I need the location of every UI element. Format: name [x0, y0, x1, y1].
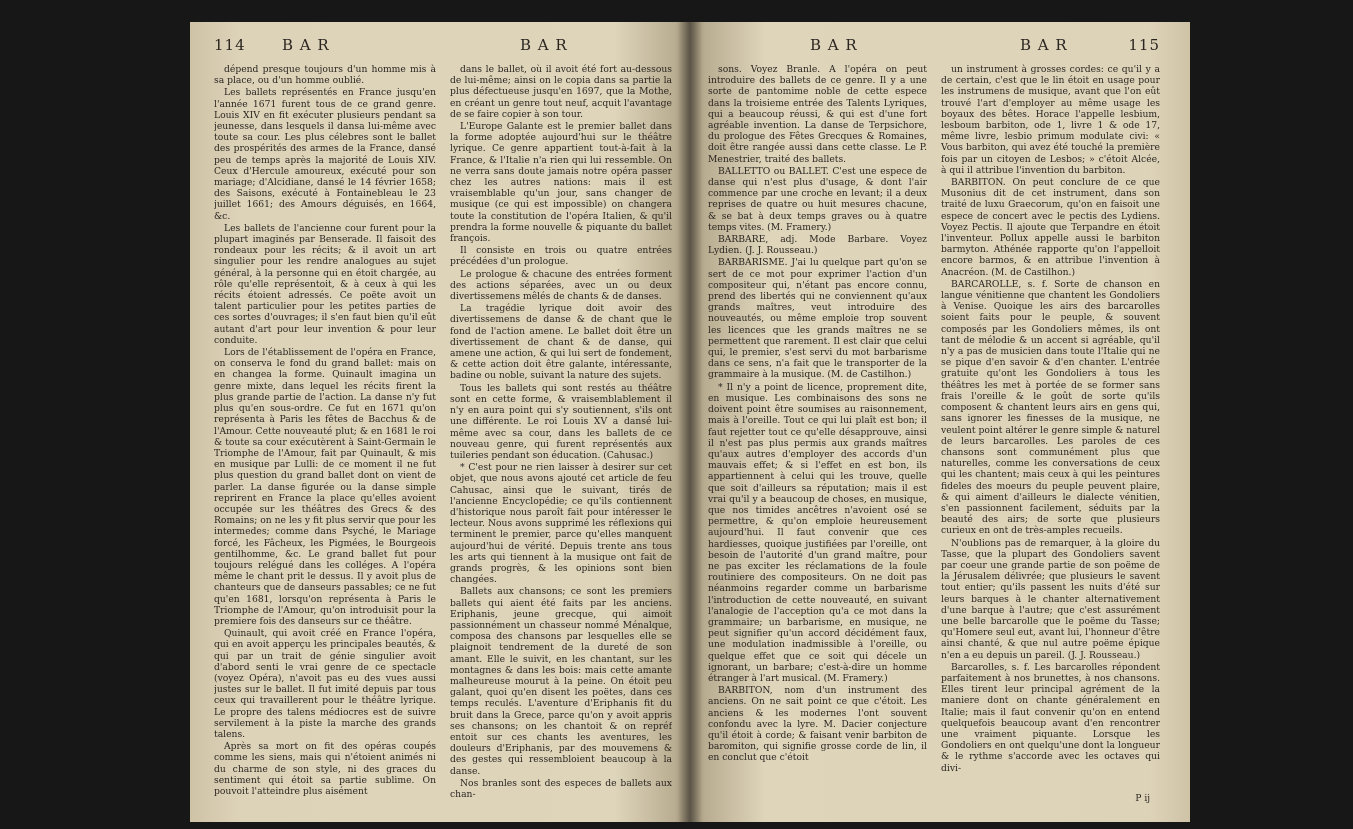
left-page	[190, 22, 690, 822]
book-gutter	[678, 22, 702, 822]
left-head-title-2: B A R	[520, 36, 568, 54]
paragraph: dans le ballet, où il avoit été fort au-dessous de lui-même; ainsi on le copia dans sa partie la plus défectueuse jusqu'en 1697, que la Mothe, en créant un genre tout neuf, acquit l'avantage de se faire copier à son tour.	[450, 64, 672, 120]
right-page	[690, 22, 1190, 822]
paragraph: sons. Voyez Branle. A l'opéra on peut introduire des ballets de ce genre. Il y a une sorte de pantomime noble de cette espece dans la troisieme entrée des Talents Lyriques, qui a beaucoup réussi, & qui est d'une fort agréable invention. La danse de Terpsichore, du prologue des Fêtes Grecques & Romaines, doit être rangée aussi dans cette classe. Le P. Menestrier, traité des ballets.	[708, 64, 927, 165]
paragraph: Lors de l'établissement de l'opéra en France, on conserva le fond du grand ballet: mais on en changea la forme. Quinault imagina un genre mixte, dans lequel les récits firent la plus grande partie de l'action. La danse n'y fut plus qu'en sous-ordre. Ce fut en 1671 qu'on représenta à Paris les fêtes de Bacchus & de l'Amour. Cette nouveauté plut; & en 1681 le roi & toute sa cour exécutèrent à Saint-Germain le Triomphe de l'Amour, fait par Quinault, & mis en musique par Lulli: de ce moment il ne fut plus question du grand ballet dont on vient de parler. La danse figurée ou la danse simple reprirent en France la place qu'elles avoient occupée sur les théâtres des Grecs & des Romains; on ne les y fit plus servir que pour les intermedes; comme dans Psyché, le Mariage forcé, les Fâcheux, les Pigmées, le Bourgeois gentilhomme, &c. Le grand ballet fut pour toujours relégué dans les colléges. A l'opéra même le chant prit le dessus. Il y avoit plus de chanteurs que de danseurs passables; ce ne fut qu'en 1681, lorsqu'on représenta à Paris le Triomphe de l'Amour, qu'on introduisit pour la premiere fois des danseurs sur ce théâtre.	[214, 347, 436, 627]
paragraph: BALLETTO ou BALLET. C'est une espece de danse qui n'est plus d'usage, & dont l'air commence par une croche en levant; il a deux reprises de quatre ou huit mesures chacune, & se bat à deux temps graves ou à quatre temps vites. (M. Framery.)	[708, 165, 927, 233]
paragraph: un instrument à grosses cordes: ce qu'il y a de certain, c'est que le lin étoit en usage pour les instrumens de musique, avant que l'on eût trouvé l'art d'employer au même usage les boyaux des bêtes. Horace l'appelle lesbium, lesboum barbiton, ode 1, livre 1 & ode 17, même livre, lesbio primum modulate civi: « Vous barbiton, qui avez été touché la première fois par un citoyen de Lesbos; » c'étoit Alcée, à qui il attribue l'invention du barbiton.	[941, 64, 1160, 176]
left-head-title-1: B A R	[282, 36, 330, 54]
paragraph: L'Europe Galante est le premier ballet dans la forme adoptée aujourd'hui sur le théâtre lyrique. Ce genre appartient tout-à-fait à la France, & l'Italie n'a rien qui lui ressemble. On ne verra sans doute jamais notre opéra passer chez les autres nations: mais il est vraisemblable qu'un jour, sans changer de musique (ce qui est impossible) on changera toute la constitution de l'opéra Italien, & qu'il prendra la forme nouvelle & piquante du ballet françois.	[450, 121, 672, 245]
paragraph: Nos branles sont des especes de ballets aux chan-	[450, 777, 672, 800]
paragraph: BARBARISME. J'ai lu quelque part qu'on se sert de ce mot pour exprimer l'action d'un compositeur qui, n'étant pas encore connu, prend des libertés qui ne conviennent qu'aux grands maîtres, veut introduire des nouveautés, ou même emploie trop souvent les licences que les grands maîtres ne se permettent que rarement. Il est clair que celui qui, le premier, s'est servi du mot barbarisme dans ce sens, n'a fait que le transporter de la grammaire à la musique. (M. de Castilhon.)	[708, 257, 927, 381]
right-head-title-1: B A R	[810, 36, 858, 54]
paragraph: * C'est pour ne rien laisser à desirer sur cet objet, que nous avons ajouté cet article de feu Cahusac, ainsi que le suivant, tirés de l'ancienne Encyclopédie; ce qu'ils contiennent d'historique nous paroît fait pour intéresser le lecteur. Nous avons supprimé les réflexions qui terminent le premier, parce qu'elles manquent aujourd'hui de vérité. Depuis trente ans tous les arts qui tiennent à la musique ont fait de grands progrès, & les opinions sont bien changées.	[450, 462, 672, 586]
right-column-1	[708, 64, 927, 804]
paragraph: Quinault, qui avoit créé en France l'opéra, qui en avoit apperçu les principales beautés, & qui par un trait de génie singulier avoit d'abord senti le vrai genre de ce spectacle (voyez Opéra), n'avoit pas eu des vues aussi justes sur le ballet. Il fut imité depuis par tous ceux qui travaillerent pour le théâtre lyrique. Le propre des talens médiocres est de suivre servilement à la piste la marche des grands talens.	[214, 628, 436, 740]
paragraph: La tragédie lyrique doit avoir des divertissemens de danse & de chant que le fond de l'action amene. Le ballet doit être un divertissement de chant & de danse, qui amene une action, & qui lui sert de fondement, & cette action doit être galante, intéressante, badine ou noble, suivant la nature des sujets.	[450, 303, 672, 382]
paragraph: Tous les ballets qui sont restés au théâtre sont en cette forme, & vraisemblablement il n'y en aura point qui s'y soutiennent, s'ils ont une différente. Le roi Louis XV a dansé lui-même avec sa cour, dans les ballets de ce nouveau genre, qui furent représentés aux tuileries pendant son éducation. (Cahusac.)	[450, 382, 672, 461]
paragraph: BARBARE, adj. Mode Barbare. Voyez Lydien. (J. J. Rousseau.)	[708, 234, 927, 257]
right-head-title-2: B A R	[1020, 36, 1068, 54]
open-book	[190, 22, 1190, 822]
paragraph: BARCAROLLE, s. f. Sorte de chanson en langue vénitienne que chantent les Gondoliers à Venise. Quoique les airs des barcarolles soient faits pour le peuple, & souvent composés par les Gondoliers mêmes, ils ont tant de mélodie & un accent si agréable, qu'il n'y a pas de musicien dans toute l'Italie qui ne se pique d'en savoir & d'en chanter. L'entrée gratuite qu'ont les Gondoliers à tous les théâtres les met à portée de se former sans frais l'oreille & le goût de sorte qu'ils composent & chantent leurs airs en gens qui, sans ignorer les finesses de la musique, ne veulent point altérer le genre simple & naturel de leurs barcarolles. Les paroles de ces chansons sont communément plus que naturelles, comme les conversations de ceux qui les chantent; mais ceux à qui les peintures fideles des moeurs du peuple peuvent plaire, & qui aiment d'ailleurs le dialecte vénitien, s'en passionnent facilement, séduits par la beauté des airs; de sorte que plusieurs curieux en ont de très-amples recueils.	[941, 278, 1160, 537]
paragraph: dépend presque toujours d'un homme mis à sa place, ou d'un homme oublié.	[214, 64, 436, 87]
left-column-1	[214, 64, 436, 804]
signature-mark: P ij	[1135, 794, 1150, 804]
paragraph: N'oublions pas de remarquer, à la gloire du Tasse, que la plupart des Gondoliers savent par coeur une grande partie de son poëme de la Jérusalem délivrée; que plusieurs le savent tout entier; qu'ils passent les nuits d'été sur leurs barques à le chanter alternativement d'une barque à l'autre; que c'est assurément une belle barcarolle que le poëme du Tasse; qu'Homere seul eut, avant lui, l'honneur d'être ainsi chanté, & que nul autre poëme épique n'en a eu depuis un pareil. (J. J. Rousseau.)	[941, 537, 1160, 661]
left-page-number: 114	[214, 36, 246, 54]
right-running-head	[690, 36, 1190, 58]
paragraph: Après sa mort on fit des opéras coupés comme les siens, mais qui n'étoient animés ni du charme de son style, ni des graces du sentiment qui étoit sa partie sublime. On pouvoit l'atteindre plus aisément	[214, 741, 436, 797]
right-page-number: 115	[1128, 36, 1160, 54]
paragraph: * Il n'y a point de licence, proprement dite, en musique. Les combinaisons des sons ne doivent point être soumises au raisonnement, mais à l'oreille. Tout ce qui lui plaît est bon; il faut rejetter tout ce qu'elle désapprouve, ainsi il n'est pas plus permis aux grands maîtres qu'aux autres d'employer des accords d'un mauvais effet; & si l'effet en est bon, ils appartiennent à celui qui les trouve, quelle que soit d'ailleurs sa réputation; mais il est vrai qu'il y a beaucoup de choses, en musique, que nos timides ancêtres n'avoient osé se permettre, & qu'on emploie heureusement aujourd'hui. Il faut convenir que ces hardiesses, quoique justifiées par l'oreille, ont besoin de l'autorité d'un grand maître, pour ne pas exciter les réclamations de la foule routiniere des compositeurs. On ne doit pas néanmoins regarder comme un barbarisme l'introduction de cette nouveauté, en suivant l'analogie de l'acception qu'a ce mot dans la grammaire; un barbarisme, en musique, ne peut signifier qu'un accord décidément faux, une modulation inadmissible à l'oreille, ou quelque effet que ce soit qui décele un ignorant, un barbare; c'est-à-dire un homme étranger à l'art musical. (M. Framery.)	[708, 381, 927, 684]
paragraph: Barcarolles, s. f. Les barcarolles répondent parfaitement à nos brunettes, à nos chansons. Elles tirent leur principal agrément de la maniere dont on chante généralement en Italie; mais il faut convenir qu'on en entend quelquefois beaucoup avant d'en rencontrer une vraiment piquante. Lorsque les Gondoliers en ont quelqu'une dont la longueur & le rythme s'accorde avec les octaves qui divi-	[941, 661, 1160, 774]
paragraph: BARBITON. On peut conclure de ce que Musonius dit de cet instrument, dans son traité de luxu Graecorum, qu'on en faisoit une espece de concert avec le pectis des Lydiens. Voyez Pectis. Il ajoute que Terpandre en étoit l'inventeur. Pollux appelle aussi le barbiton barmyton. Athénée rapporte qu'on l'appelloit encore barmos, & en attribue l'invention à Anacréon. (M. de Castilhon.)	[941, 177, 1160, 278]
paragraph: BARBITON, nom d'un instrument des anciens. On ne sait point ce que c'étoit. Les anciens & les modernes l'ont souvent confondu avec la lyre. M. Dacier conjecture qu'il étoit à corde; & faisant venir barbiton de baromiton, qui signifie grosse corde de lin, il en conclut que c'étoit	[708, 685, 927, 764]
paragraph: Les ballets de l'ancienne cour furent pour la plupart imaginés par Benserade. Il faisoit des rondeaux pour les récits; & il avoit un art singulier pour les rendre analogues au sujet général, à la personne qui en étoit chargée, au rôle qu'elle représentoit, & à ceux à qui les récits étoient adressés. Ce poëte avoit un talent particulier pour les petites parties de ces sortes d'ouvrages; il s'en faut bien qu'il eût autant d'art pour leur invention & pour leur conduite.	[214, 222, 436, 346]
left-running-head	[190, 36, 690, 58]
left-column-2	[450, 64, 672, 804]
paragraph: Les ballets représentés en France jusqu'en l'année 1671 furent tous de ce grand genre. Louis XIV en fit exécuter plusieurs pendant sa jeunesse, dans lesquels il dansa lui-même avec toute sa cour. Les plus célebres sont le ballet des prospérités des armes de la France, dansé peu de temps après la majorité de Louis XIV. Ceux d'Hercule amoureux, exécuté pour son mariage; d'Alcidiane, dansé le 14 février 1658; des Saisons, exécuté à Fontainebleau le 23 juillet 1661; des Amours déguisés, en 1664, &c.	[214, 87, 436, 222]
right-column-2	[941, 64, 1160, 804]
paragraph: Il consiste en trois ou quatre entrées précédées d'un prologue.	[450, 245, 672, 268]
paragraph: Le prologue & chacune des entrées forment des actions séparées, avec un ou deux divertissemens mêlés de chants & de danses.	[450, 268, 672, 303]
paragraph: Ballets aux chansons; ce sont les premiers ballets qui aient été faits par les anciens. Eriphanis, jeune grecque, qui aimoit passionnément un chasseur nommé Ménalque, composa des chansons par lesquelles elle se plaignoit tendrement de la dureté de son amant. Elle le suivit, en les chantant, sur les montagnes & dans les bois: mais cette amante malheureuse mourut à la peine. On étoit peu galant, quoi qu'en disent les poëtes, dans ces temps reculés. L'aventure d'Eriphanis fit du bruit dans la Grece, parce qu'on y avoit appris ses chansons; on les chantoit & on repréf entoit sur ces chants les aventures, les douleurs d'Eriphanis, par des mouvemens & des gestes qui ressembloient beaucoup à la danse.	[450, 586, 672, 777]
